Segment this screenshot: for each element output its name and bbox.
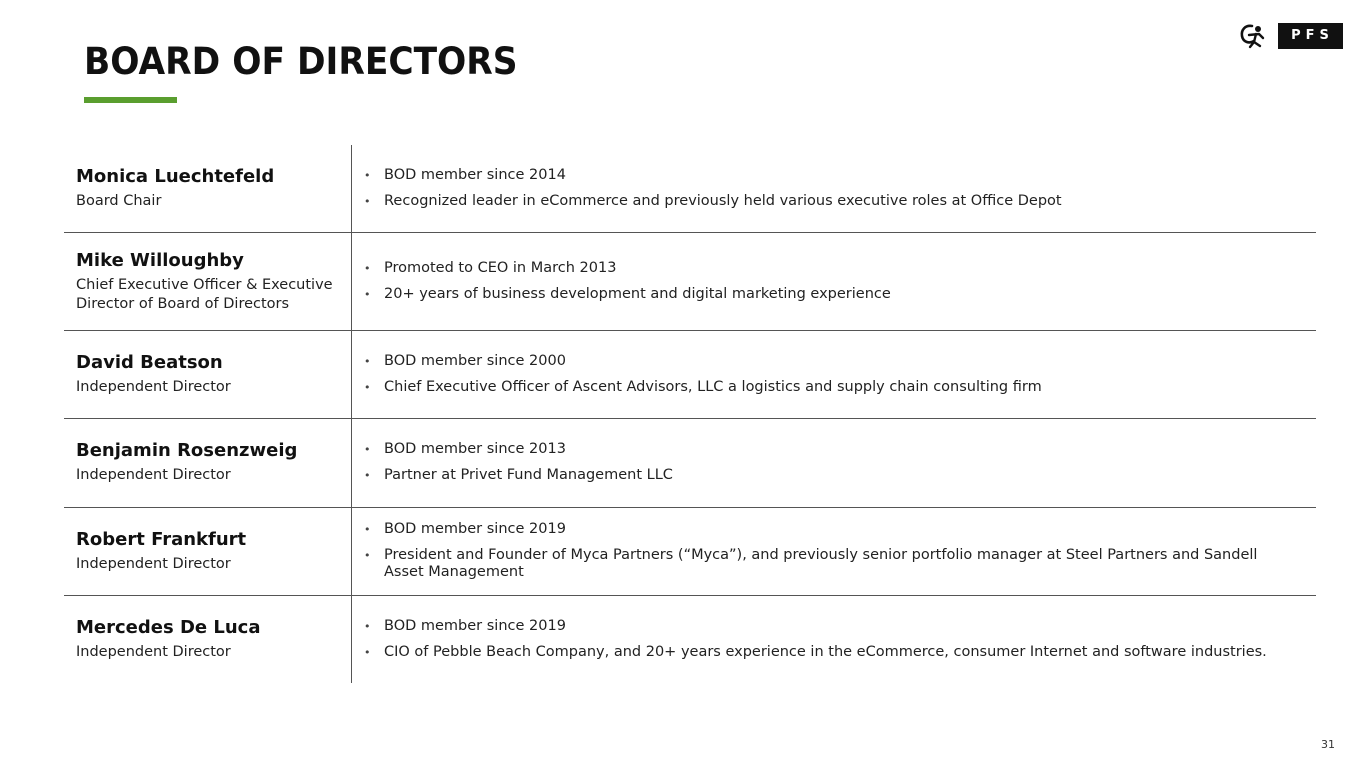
bullet-item: • BOD member since 2019 — [364, 618, 1294, 635]
director-info — [76, 616, 346, 662]
bullet-item: • President and Founder of Myca Partners (“Myca”), and previously senior portfolio manager at Steel Partners and Sandell Asset Management — [364, 547, 1294, 581]
director-role: Independent Director — [76, 467, 231, 483]
bullet-item: • 20+ years of business development and digital marketing experience — [364, 286, 1294, 303]
director-role: Chief Executive Officer & Executive Director of Board of Directors — [76, 277, 333, 312]
director-role: Board Chair — [76, 193, 162, 209]
director-info — [76, 528, 346, 574]
director-role: Independent Director — [76, 379, 231, 395]
logo-wordmark: PFS — [1278, 23, 1343, 49]
bullet-item: • BOD member since 2014 — [364, 167, 1294, 184]
director-name: Mike Willoughby — [76, 250, 244, 271]
bullet-item: • Partner at Privet Fund Management LLC — [364, 467, 1294, 484]
pfs-logo — [1238, 22, 1343, 49]
title-underline — [84, 97, 177, 103]
bullet-item: • BOD member since 2000 — [364, 353, 1294, 370]
director-row — [64, 596, 1316, 683]
director-row — [64, 331, 1316, 419]
bullet-item: • Promoted to CEO in March 2013 — [364, 260, 1294, 277]
director-row — [64, 419, 1316, 508]
director-role: Independent Director — [76, 556, 231, 572]
director-name: Monica Luechtefeld — [76, 166, 275, 187]
bullet-item: • Chief Executive Officer of Ascent Advisors, LLC a logistics and supply chain consulting firm — [364, 379, 1294, 396]
bullet-item: • BOD member since 2013 — [364, 441, 1294, 458]
director-name: Benjamin Rosenzweig — [76, 440, 298, 461]
page-number: 31 — [1321, 738, 1335, 751]
director-row — [64, 145, 1316, 233]
director-bullets — [364, 353, 1294, 405]
director-bullets — [364, 167, 1294, 219]
bullet-item: • CIO of Pebble Beach Company, and 20+ years experience in the eCommerce, consumer Internet and software industries. — [364, 644, 1294, 661]
director-name: Mercedes De Luca — [76, 617, 261, 638]
running-figure-icon — [1238, 22, 1268, 49]
director-row — [64, 233, 1316, 331]
director-role: Independent Director — [76, 644, 231, 660]
director-info — [76, 439, 346, 485]
column-divider — [351, 145, 352, 683]
director-bullets — [364, 618, 1294, 670]
bullet-item: • BOD member since 2019 — [364, 521, 1294, 538]
director-bullets — [364, 260, 1294, 312]
directors-table — [64, 145, 1316, 683]
director-info — [76, 351, 346, 397]
page-title: BOARD OF DIRECTORS — [84, 40, 518, 83]
director-info — [76, 249, 346, 314]
director-row — [64, 508, 1316, 596]
director-bullets — [364, 521, 1294, 590]
director-info — [76, 165, 346, 211]
director-bullets — [364, 441, 1294, 493]
director-name: Robert Frankfurt — [76, 529, 247, 550]
bullet-item: • Recognized leader in eCommerce and previously held various executive roles at Office Depot — [364, 193, 1294, 210]
director-name: David Beatson — [76, 352, 223, 373]
